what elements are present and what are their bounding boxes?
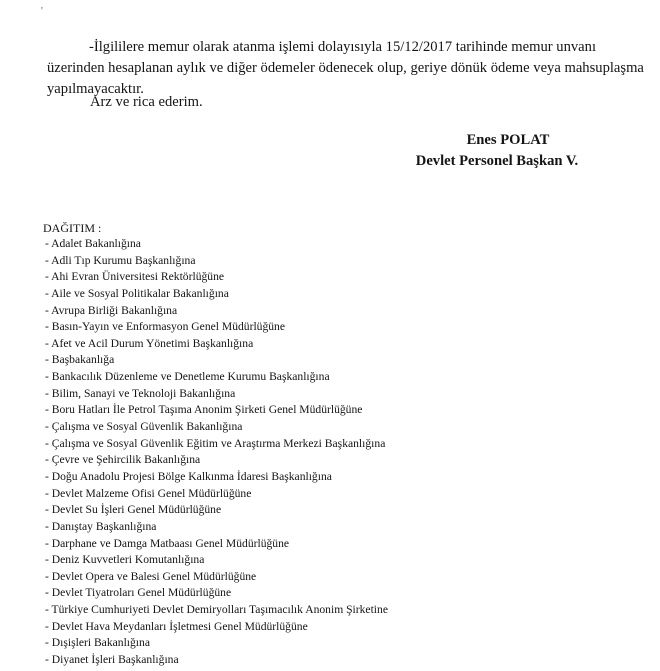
- distribution-item: - Boru Hatları İle Petrol Taşıma Anonim Şirketi Genel Müdürlüğüne: [45, 403, 363, 417]
- distribution-item: - Devlet Malzeme Ofisi Genel Müdürlüğüne: [45, 486, 252, 500]
- distribution-item: - Çalışma ve Sosyal Güvenlik Bakanlığına: [45, 420, 243, 434]
- distribution-item: - Bankacılık Düzenleme ve Denetleme Kurumu Başkanlığına: [45, 370, 330, 384]
- distribution-item: - Adli Tıp Kurumu Başkanlığına: [45, 253, 196, 267]
- distribution-item: - Türkiye Cumhuriyeti Devlet Demiryolları Taşımacılık Anonim Şirketine: [45, 603, 388, 617]
- distribution-item: - Devlet Opera ve Balesi Genel Müdürlüğüne: [45, 569, 257, 583]
- closing-line: Arz ve rica ederim.: [90, 94, 203, 110]
- paragraph-line: üzerinden hesaplanan aylık ve diğer ödemeler ödenecek olup, geriye dönük ödeme veya mahsuplaşma: [47, 60, 644, 76]
- distribution-item: - Çevre ve Şehircilik Bakanlığına: [45, 453, 201, 467]
- paragraph-line: yapılmayacaktır.: [47, 81, 144, 97]
- distribution-item: - Adalet Bakanlığına: [45, 237, 141, 250]
- distribution-item: - Danıştay Başkanlığına: [45, 519, 157, 533]
- body-paragraph: [47, 37, 644, 100]
- distribution-item: - Başbakanlığa: [45, 353, 115, 367]
- distribution-item: - Dışişleri Bakanlığına: [45, 636, 150, 650]
- distribution-item: - Avrupa Birliği Bakanlığına: [45, 303, 178, 317]
- distribution-item: - Diyanet İşleri Başkanlığına: [45, 653, 179, 667]
- distribution-item: - Doğu Anadolu Projesi Bölge Kalkınma İdaresi Başkanlığına: [45, 469, 332, 483]
- distribution-item: - Afet ve Acil Durum Yönetimi Başkanlığına: [45, 336, 254, 350]
- signature-block: [402, 130, 592, 172]
- distribution-item: - Devlet Tiyatroları Genel Müdürlüğüne: [45, 586, 232, 600]
- distribution-item: - Darphane ve Damga Matbaası Genel Müdürlüğüne: [45, 536, 290, 550]
- distribution-item: - Ahi Evran Üniversitesi Rektörlüğüne: [45, 270, 225, 284]
- distribution-item: - Basın-Yayın ve Enformasyon Genel Müdürlüğüne: [45, 320, 285, 334]
- distribution-item: - Deniz Kuvvetleri Komutanlığına: [45, 553, 205, 567]
- distribution-item: - Bilim, Sanayi ve Teknoloji Bakanlığına: [45, 386, 236, 400]
- distribution-item: - Devlet Su İşleri Genel Müdürlüğüne: [45, 503, 222, 517]
- signatory-name: Enes POLAT: [466, 132, 550, 148]
- distribution-item: - Devlet Hava Meydanları İşletmesi Genel Müdürlüğüne: [45, 619, 308, 633]
- signatory-title: Devlet Personel Başkan V.: [415, 153, 579, 169]
- scan-mark: ': [41, 6, 43, 17]
- distribution-heading: DAĞITIM :: [43, 221, 102, 235]
- distribution-item: - Çalışma ve Sosyal Güvenlik Eğitim ve Araştırma Merkezi Başkanlığına: [45, 436, 386, 450]
- distribution-list: [45, 236, 388, 669]
- distribution-item: - Aile ve Sosyal Politikalar Bakanlığına: [45, 286, 229, 300]
- paragraph-line: -İlgililere memur olarak atanma işlemi dolayısıyla 15/12/2017 tarihinde memur unvanı: [89, 39, 596, 55]
